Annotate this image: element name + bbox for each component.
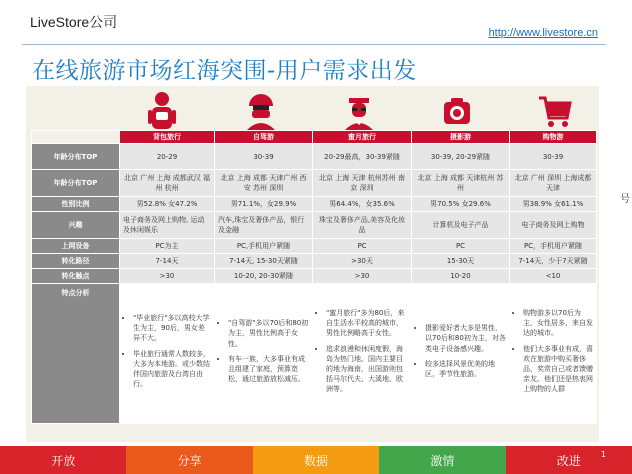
user-needs-table: [31, 130, 597, 424]
table-cell: 北京 上海 成都 天津杭州 苏州: [412, 170, 510, 197]
table-cell: 30-39: [215, 144, 313, 170]
header-divider: [22, 44, 606, 45]
analysis-bullet: • 追求浪漫和休闲度假，海岛为热门地。国内主要目的地为海南，出国游则包括马尔代夫、大溪地、欧洲等。: [326, 344, 408, 395]
footer-item-share: 分享: [126, 446, 252, 474]
category-header: 背包旅行: [120, 131, 215, 144]
table-cell: 男52.8% 女47.2%: [120, 197, 215, 212]
page-number: 1: [600, 450, 606, 459]
analysis-bullet: • 较多选择风景优美的地区，季节性旅游。: [425, 359, 506, 379]
footer-bar: [0, 446, 632, 474]
table-cell: 北京 广州 上海 成都武汉 福州 杭州: [120, 170, 215, 197]
row-label: 兴趣: [32, 212, 120, 239]
table-row: [32, 254, 597, 269]
backpack-person-icon: [119, 90, 205, 132]
table-cell: PC: [412, 239, 510, 254]
table-row: [32, 269, 597, 284]
analysis-bullet: • 他们大多事业有成，喜欢在旅游中购买奢侈品，奖赏自己或者馈赠亲友。他们还是热衷网上购物的人群: [523, 344, 593, 395]
table-cell: 7-14天, 15-30天紧随: [215, 254, 313, 269]
table-cell: 30-39: [510, 144, 597, 170]
table-cell: >30: [313, 269, 412, 284]
table-cell: 20-29: [120, 144, 215, 170]
analysis-bullet: • "蜜月旅行"多为80后，来自生活水平较高的城市，男性比例略高于女性。: [326, 308, 408, 338]
camera-icon: [414, 90, 500, 132]
table-corner: [32, 131, 120, 144]
table-cell: 15-30天: [412, 254, 510, 269]
analysis-bullet: • "自驾游"多以70后和80初为主，男性比例高于女性。: [228, 318, 309, 348]
heart-glasses-person-icon: [316, 90, 402, 132]
table-cell: 电子商务及网上购物, 运动及休闲娱乐: [120, 212, 215, 239]
table-row: [32, 239, 597, 254]
row-label: 年龄分布TOP: [32, 144, 120, 170]
table-cell: 计算机及电子产品: [412, 212, 510, 239]
category-header-row: [32, 131, 597, 144]
table-cell: 北京 上海 成都 天津广州 西安 苏州 深圳: [215, 170, 313, 197]
table-cell: <10: [510, 269, 597, 284]
analysis-cell: [510, 284, 597, 424]
table-cell: 10-20: [412, 269, 510, 284]
table-cell: PC为主: [120, 239, 215, 254]
analysis-cell: [412, 284, 510, 424]
row-label: 上网设备: [32, 239, 120, 254]
table-cell: PC: [313, 239, 412, 254]
row-label: 年龄分布TOP: [32, 170, 120, 197]
table-cell: 北京 广州 深圳 上海成都 天津: [510, 170, 597, 197]
table-row: [32, 144, 597, 170]
table-cell: PC，手机用户紧随: [510, 239, 597, 254]
table-cell: 20-29最高，30-39紧随: [313, 144, 412, 170]
table-cell: >30: [120, 269, 215, 284]
table-cell: PC,手机用户紧随: [215, 239, 313, 254]
analysis-cell: [313, 284, 412, 424]
table-cell: 男70.5% 女29.6%: [412, 197, 510, 212]
table-cell: 10-20, 20-30紧随: [215, 269, 313, 284]
table-cell: 男71.1%，女29.9%: [215, 197, 313, 212]
footer-item-improve: 改进: [506, 446, 632, 474]
category-icons: [119, 90, 592, 132]
table-cell: 汽车,珠宝及奢侈产品，银行及金融: [215, 212, 313, 239]
category-header: 自驾游: [215, 131, 313, 144]
table-row: [32, 212, 597, 239]
analysis-bullet: • 有车一族，大多事业有成且组建了家庭，预算宽松，通过旅游放松减压。: [228, 354, 309, 384]
table-cell: 北京 上海 天津 杭州苏州 南京 深圳: [313, 170, 412, 197]
table-row: [32, 197, 597, 212]
table-cell: 30-39, 20-29紧随: [412, 144, 510, 170]
side-fragment-text: 号: [620, 194, 630, 205]
analysis-row: [32, 284, 597, 424]
category-header: 摄影游: [412, 131, 510, 144]
table-cell: 7-14天，少于7天紧随: [510, 254, 597, 269]
row-label: 转化触点: [32, 269, 120, 284]
table-row: [32, 170, 597, 197]
row-label: 特点分析: [32, 284, 120, 424]
brand-name: LiveStore公司: [30, 14, 118, 30]
analysis-cell: [120, 284, 215, 424]
table-cell: 男38.9% 女61.1%: [510, 197, 597, 212]
category-header: 蜜月旅行: [313, 131, 412, 144]
row-label: 转化路径: [32, 254, 120, 269]
analysis-bullet: • 毕业旅行通常人数较多，大多为本地游。或少数结伴国内旅游及台湾自由行。: [133, 349, 211, 390]
table-cell: 男64.4%，女35.6%: [313, 197, 412, 212]
footer-item-open: 开放: [0, 446, 126, 474]
analysis-cell: [215, 284, 313, 424]
website-link[interactable]: http://www.livestore.cn: [488, 27, 598, 39]
shopping-cart-icon: [512, 90, 598, 132]
analysis-bullet: • 购物游多以70后为主，女性居多，来自发达的城市。: [523, 308, 593, 338]
row-label: 性别比例: [32, 197, 120, 212]
analysis-bullet: • 摄影爱好者大多是男性，以70后和80初为主，对各类电子设备感兴趣。: [425, 323, 506, 353]
analysis-bullet: • "毕业旅行"多以高校大学生为主，90后，男女差异不大。: [133, 313, 211, 343]
table-cell: 珠宝及奢侈产品,美容及化妆品: [313, 212, 412, 239]
table-cell: 电子商务及网上购物: [510, 212, 597, 239]
page-title: 在线旅游市场红海突围-用户需求出发: [32, 58, 417, 84]
table-cell: >30天: [313, 254, 412, 269]
table-cell: 7-14天: [120, 254, 215, 269]
helmet-person-icon: [218, 90, 304, 132]
footer-item-passion: 激情: [379, 446, 505, 474]
footer-item-data: 数据: [253, 446, 379, 474]
category-header: 购物游: [510, 131, 597, 144]
